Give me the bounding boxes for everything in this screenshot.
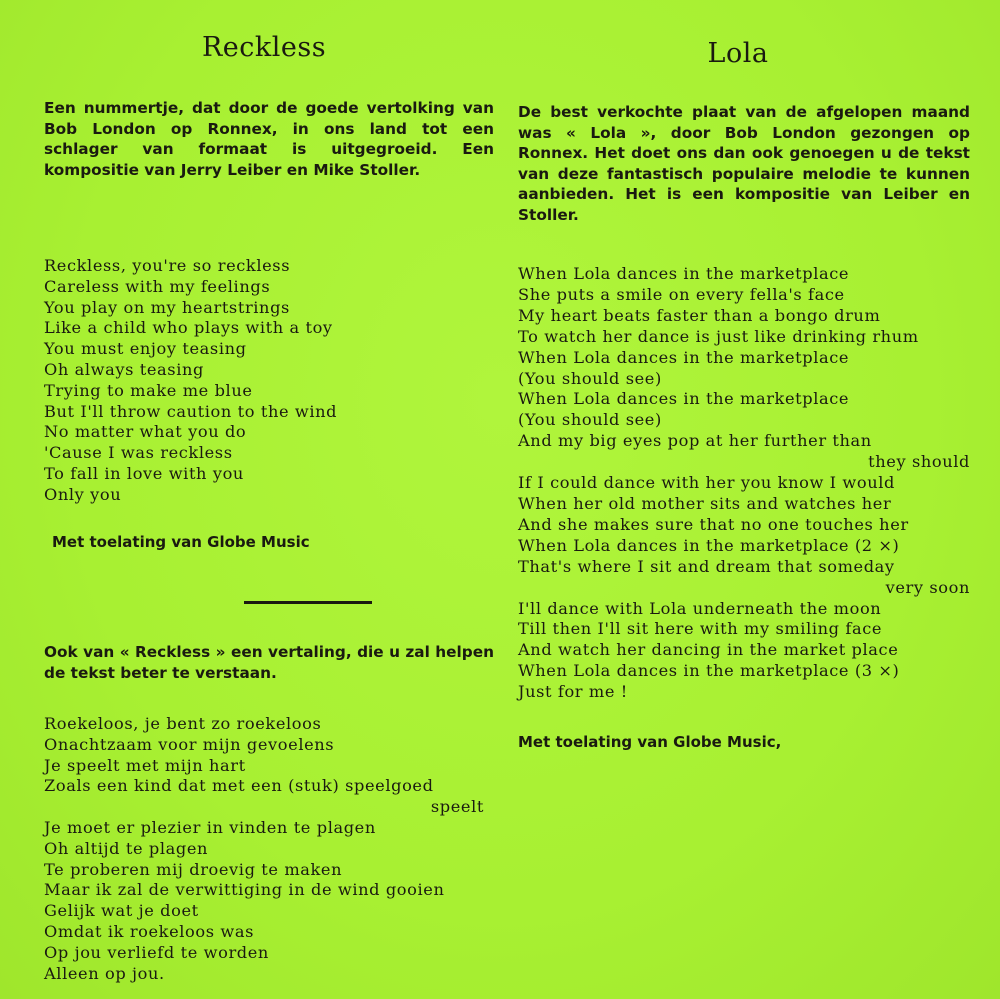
translation-line: Je moet er plezier in vinden te plagen bbox=[44, 817, 376, 837]
lyric-line: (You should see) bbox=[518, 410, 662, 430]
reckless-lyrics bbox=[44, 256, 444, 506]
lola-intro: De best verkochte plaat van de afgelopen maand was « Lola », door Bob London gezongen op Ronnex. Het doet ons dan ook genoegen u de tekst van deze fantastisch populaire melodie te kunnen aanbieden. Het is een kompositie van Leiber en Stoller. bbox=[518, 103, 970, 224]
translation-line: Oh altijd te plagen bbox=[44, 838, 209, 858]
translation-line: Omdat ik roekeloos was bbox=[44, 921, 255, 941]
translation-line: Op jou verliefd te worden bbox=[44, 942, 269, 962]
lyric-line: When Lola dances in the marketplace bbox=[518, 264, 850, 283]
lyric-line: You play on my heartstrings bbox=[44, 297, 290, 317]
lyric-line: Like a child who plays with a toy bbox=[44, 318, 333, 338]
lyric-line: My heart beats faster than a bongo drum bbox=[518, 305, 881, 325]
lola-title: Lola bbox=[707, 38, 769, 69]
lyric-line: If I could dance with her you know I would bbox=[518, 473, 895, 493]
reckless-translation bbox=[44, 714, 484, 984]
lyric-line: Trying to make me blue bbox=[44, 380, 253, 400]
reckless-title: Reckless bbox=[201, 32, 327, 63]
lyric-line: And watch her dancing in the market place bbox=[518, 640, 899, 660]
lyric-line: Careless with my feelings bbox=[44, 276, 271, 296]
lyric-line: When Lola dances in the marketplace bbox=[518, 347, 850, 367]
lyric-line: Till then I'll sit here with my smiling face bbox=[518, 619, 883, 639]
lyric-line: Just for me ! bbox=[518, 682, 628, 702]
translation-line: Roekeloos, je bent zo roekeloos bbox=[44, 714, 322, 733]
lyric-line: When Lola dances in the marketplace (3 ×) bbox=[518, 661, 900, 681]
translation-line: Zoals een kind dat met een (stuk) speelgoed bbox=[44, 776, 434, 796]
lyric-line: very soon bbox=[885, 577, 970, 597]
lyric-line: When her old mother sits and watches her bbox=[518, 493, 892, 513]
lyric-line: And my big eyes pop at her further than bbox=[518, 431, 872, 451]
lyric-line: That's where I sit and dream that someday bbox=[518, 556, 895, 576]
lyric-line: You must enjoy teasing bbox=[44, 339, 247, 359]
lyric-line: And she makes sure that no one touches her bbox=[518, 514, 909, 534]
lyric-line: 'Cause I was reckless bbox=[44, 443, 233, 463]
translation-line: Te proberen mij droevig te maken bbox=[44, 859, 343, 879]
translation-line: Maar ik zal de verwittiging in de wind gooien bbox=[44, 880, 445, 900]
lyric-line: When Lola dances in the marketplace bbox=[518, 389, 850, 409]
translation-line: Alleen op jou. bbox=[44, 963, 165, 983]
reckless-credit: Met toelating van Globe Music bbox=[52, 533, 310, 551]
lyric-line: Oh always teasing bbox=[44, 359, 204, 379]
lyric-line: (You should see) bbox=[518, 368, 662, 388]
translation-line: Je speelt met mijn hart bbox=[44, 755, 246, 775]
lyric-line: To watch her dance is just like drinking rhum bbox=[518, 326, 919, 346]
lyric-line: But I'll throw caution to the wind bbox=[44, 401, 338, 421]
lyric-line: To fall in love with you bbox=[44, 463, 244, 483]
lola-credit: Met toelating van Globe Music, bbox=[518, 733, 782, 751]
lyric-line: I'll dance with Lola underneath the moon bbox=[518, 598, 882, 618]
translation-line: Onachtzaam voor mijn gevoelens bbox=[44, 734, 335, 754]
reckless-intro: Een nummertje, dat door de goede vertolking van Bob London op Ronnex, in ons land tot een schlager van formaat is uitgegroeid. Een kompositie van Jerry Leiber en Mike Stoller. bbox=[44, 99, 494, 179]
section-divider bbox=[244, 601, 372, 604]
lyric-line: they should bbox=[868, 452, 970, 472]
lyric-line: No matter what you do bbox=[44, 422, 247, 442]
translation-line: Gelijk wat je doet bbox=[44, 901, 199, 921]
lyric-line: Reckless, you're so reckless bbox=[44, 256, 291, 275]
lyric-line: She puts a smile on every fella's face bbox=[518, 284, 845, 304]
lola-lyrics bbox=[518, 264, 970, 703]
translation-line: speelt bbox=[430, 797, 484, 817]
lyric-line: Only you bbox=[44, 484, 122, 504]
translation-intro: Ook van « Reckless » een vertaling, die u zal helpen de tekst beter te verstaan. bbox=[44, 643, 494, 682]
lyric-line: When Lola dances in the marketplace (2 ×) bbox=[518, 535, 900, 555]
